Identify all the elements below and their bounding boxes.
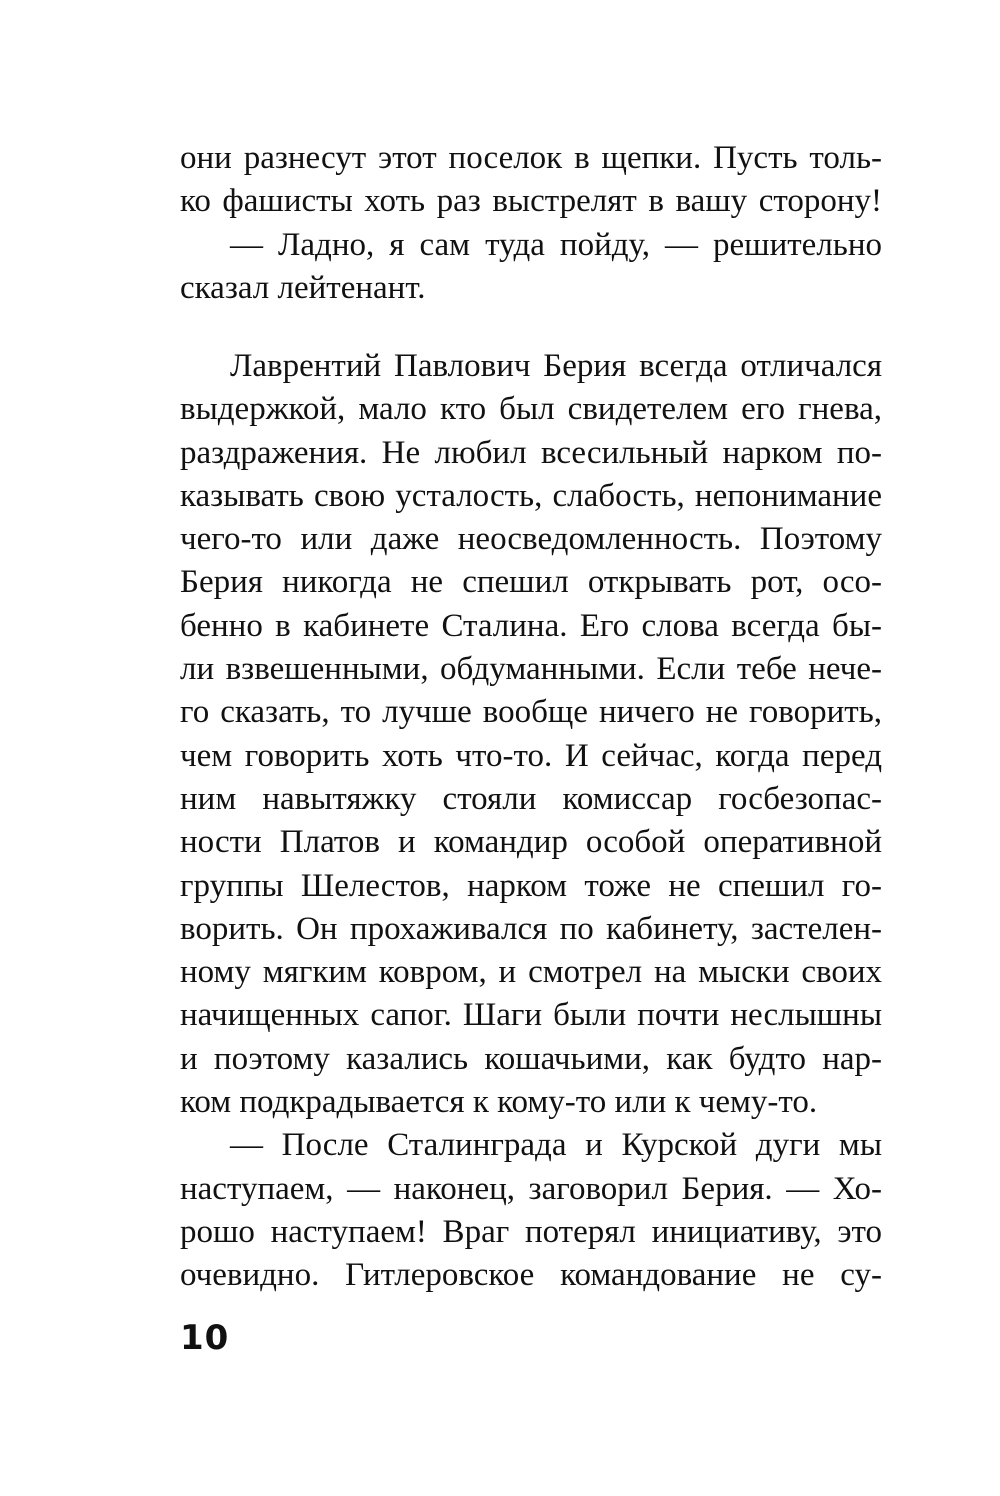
- page-number: 10: [180, 1318, 230, 1358]
- text-line: выдержкой, мало кто был свидетелем его гнева,: [180, 391, 882, 428]
- text-line: рошо наступаем! Враг потерял инициативу, это: [180, 1213, 882, 1250]
- text-line: очевидно. Гитлеровское командование не су-: [180, 1257, 882, 1294]
- text-line: го сказать, то лучше вообще ничего не говорить,: [180, 694, 882, 731]
- text-section-2: [180, 345, 882, 1298]
- text-line: Лаврентий Павлович Берия всегда отличался: [230, 348, 882, 384]
- text-line: ности Платов и командир особой оперативной: [180, 824, 882, 861]
- text-line: — После Сталинграда и Курской дуги мы: [230, 1127, 882, 1164]
- text-line: группы Шелестов, нарком тоже не спешил го-: [180, 867, 882, 904]
- text-line: — Ладно, я сам туда пойду, — решительно: [230, 226, 882, 263]
- text-line: ворить. Он прохаживался по кабинету, застелен-: [180, 910, 882, 947]
- text-line: ли взвешенными, обдуманными. Если тебе нече-: [180, 651, 882, 688]
- text-line: сказал лейтенант.: [180, 269, 426, 306]
- text-line: казывать свою усталость, слабость, непонимание: [180, 477, 882, 514]
- text-line: наступаем, — наконец, заговорил Берия. — Хо-: [180, 1170, 882, 1207]
- text-line: ко фашисты хоть раз выстрелят в вашу сторону!: [180, 183, 882, 220]
- text-line: начищенных сапог. Шаги были почти неслышны: [180, 997, 882, 1034]
- text-section-1: [180, 137, 882, 310]
- text-line: чего-то или даже неосведомленность. Поэтому: [180, 521, 882, 558]
- text-line: ним навытяжку стояли комиссар госбезопас-: [180, 780, 882, 817]
- text-line: чем говорить хоть что-то. И сейчас, когда перед: [180, 737, 882, 774]
- text-line: бенно в кабинете Сталина. Его слова всегда бы-: [180, 607, 882, 644]
- text-line: Берия никогда не спешил открывать рот, осо-: [180, 564, 882, 601]
- text-line: и поэтому казались кошачьими, как будто нар-: [180, 1040, 882, 1077]
- text-line: ком подкрадывается к кому-то или к чему-то.: [180, 1084, 818, 1121]
- text-line: раздражения. Не любил всесильный нарком по-: [180, 434, 882, 471]
- text-line: ному мягким ковром, и смотрел на мыски своих: [180, 954, 882, 991]
- text-line: они разнесут этот поселок в щепки. Пусть толь-: [180, 140, 882, 176]
